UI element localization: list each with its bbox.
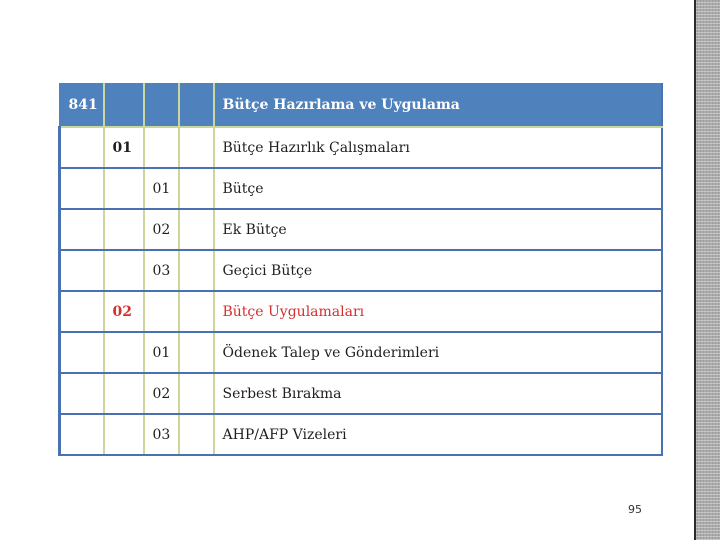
row-description: Serbest Bırakma xyxy=(214,373,663,414)
row-code: 02 xyxy=(104,291,144,332)
row-description: Geçici Bütçe xyxy=(214,250,663,291)
empty-cell xyxy=(60,250,104,291)
empty-cell xyxy=(60,332,104,373)
empty-cell xyxy=(60,209,104,250)
empty-cell xyxy=(60,168,104,209)
empty-cell xyxy=(179,250,214,291)
table-row xyxy=(60,250,663,291)
row-description: Bütçe Uygulamaları xyxy=(214,291,663,332)
table-row xyxy=(60,209,663,250)
row-description: Bütçe Hazırlık Çalışmaları xyxy=(214,127,663,168)
empty-cell xyxy=(104,250,144,291)
decorative-texture-strip xyxy=(696,0,720,540)
row-code: 01 xyxy=(144,168,179,209)
table-row xyxy=(60,168,663,209)
code-table xyxy=(58,83,663,456)
empty-cell xyxy=(60,414,104,455)
row-code: 02 xyxy=(144,373,179,414)
row-code: 03 xyxy=(144,250,179,291)
empty-cell xyxy=(179,209,214,250)
row-code: 01 xyxy=(144,332,179,373)
table-row xyxy=(60,332,663,373)
row-description: Bütçe xyxy=(214,168,663,209)
table-row xyxy=(60,414,663,455)
header-title: Bütçe Hazırlama ve Uygulama xyxy=(214,83,663,127)
empty-cell xyxy=(60,291,104,332)
empty-cell xyxy=(104,168,144,209)
table-row xyxy=(60,373,663,414)
table-row xyxy=(60,127,663,168)
empty-cell xyxy=(179,373,214,414)
row-code: 01 xyxy=(104,127,144,168)
row-code: 03 xyxy=(144,414,179,455)
row-description: Ek Bütçe xyxy=(214,209,663,250)
row-description: AHP/AFP Vizeleri xyxy=(214,414,663,455)
empty-cell xyxy=(179,332,214,373)
row-description: Ödenek Talep ve Gönderimleri xyxy=(214,332,663,373)
row-code: 02 xyxy=(144,209,179,250)
empty-cell xyxy=(60,127,104,168)
header-empty-cell xyxy=(179,83,214,127)
empty-cell xyxy=(144,291,179,332)
empty-cell xyxy=(60,373,104,414)
header-empty-cell xyxy=(144,83,179,127)
empty-cell xyxy=(104,332,144,373)
empty-cell xyxy=(179,127,214,168)
table-row-highlighted xyxy=(60,291,663,332)
table-header-row xyxy=(60,83,663,127)
empty-cell xyxy=(104,373,144,414)
empty-cell xyxy=(179,168,214,209)
empty-cell xyxy=(144,127,179,168)
header-code: 841 xyxy=(60,83,104,127)
header-empty-cell xyxy=(104,83,144,127)
empty-cell xyxy=(104,414,144,455)
page-number: 95 xyxy=(628,503,642,516)
empty-cell xyxy=(179,291,214,332)
empty-cell xyxy=(104,209,144,250)
empty-cell xyxy=(179,414,214,455)
